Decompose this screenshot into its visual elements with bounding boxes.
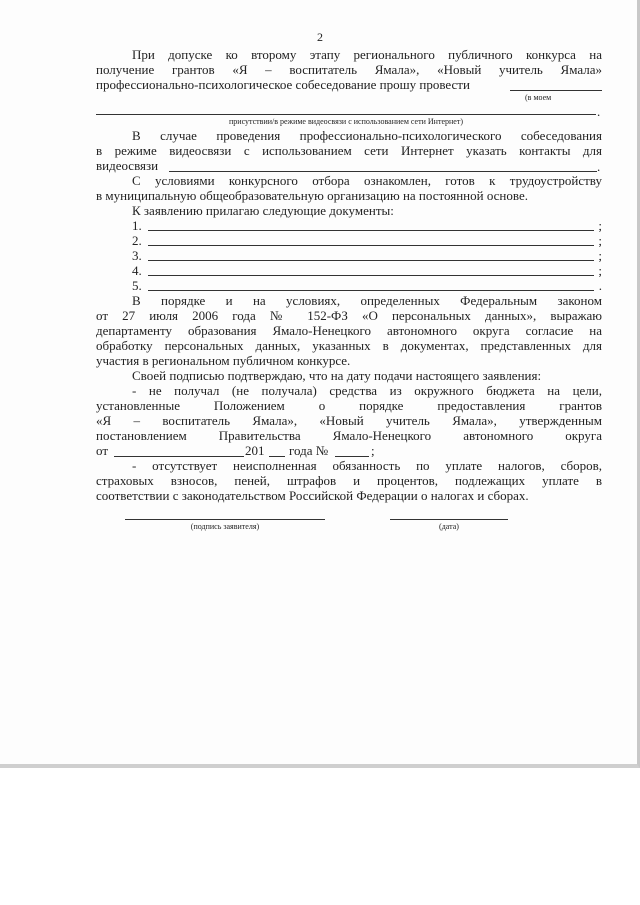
p6-b2-line2: страховых взносов, пеней, штрафов и процентов, подлежащих уплате в (96, 473, 602, 488)
p6-number-blank (335, 456, 369, 457)
p1-line3: профессионально-психологическое собеседование прошу провести (96, 77, 470, 92)
p2-line2: в режиме видеосвязи с использованием сети Интернет указать контакты для (96, 143, 602, 158)
list-item-number: 1. (132, 218, 142, 233)
p6-b1-line1: - не получал (не получала) средства из окружного бюджета на цели, (132, 383, 602, 398)
p6-b2-line3: соответствии с законодательством Российской Федерации о налогах и сборах. (96, 488, 529, 503)
p2-end: . (597, 159, 601, 174)
p6-date-blank (114, 456, 244, 457)
p5-line4: обработку персональных данных, указанных в документах, представленных для (96, 338, 602, 353)
p6-b1-line5-b: 201 (245, 443, 265, 458)
p6-b1-line4: постановлением Правительства Ямало-Ненецкого автономного округа (96, 428, 602, 443)
p4-intro: К заявлению прилагаю следующие документы: (132, 203, 394, 218)
list-item-end: ; (598, 218, 602, 233)
p2-blank (169, 171, 597, 172)
list-item-blank (148, 290, 594, 291)
p6-year-blank (269, 456, 285, 457)
list-item-number: 5. (132, 278, 142, 293)
p1-note-right: (в моем (525, 93, 552, 102)
list-item-end: ; (598, 263, 602, 278)
list-item-blank (148, 245, 594, 246)
list-item-blank (148, 230, 594, 231)
p1-end: . (597, 104, 601, 119)
page-number: 2 (317, 30, 323, 44)
list-item-number: 2. (132, 233, 142, 248)
p1-line2: получение грантов «Я – воспитатель Ямала», «Новый учитель Ямала» (96, 62, 602, 77)
list-item-number: 4. (132, 263, 142, 278)
date-line (390, 519, 508, 520)
p3-line1: С условиями конкурсного отбора ознакомлен, готов к трудоустройству (132, 173, 602, 188)
p2-line3: видеосвязи (96, 158, 159, 173)
list-item-blank (148, 275, 594, 276)
list-item-end: ; (598, 248, 602, 263)
p1-note-bottom: присутствии/в режиме видеосвязи с использованием сети Интернет) (229, 117, 463, 126)
p5-line2: от 27 июля 2006 года № 152-ФЗ «О персональных данных», выражаю (96, 308, 602, 323)
p2-line1: В случае проведения профессионально-психологического собеседования (132, 128, 602, 143)
p5-line3: департаменту образования Ямало-Ненецкого автономного округа согласие на (96, 323, 602, 338)
p5-line5: участия в региональном публичном конкурсе. (96, 353, 351, 368)
p6-b2-line1: - отсутствует неисполненная обязанность по уплате налогов, сборов, (132, 458, 602, 473)
p6-b1-line3: «Я – воспитатель Ямала», «Новый учитель Ямала», утвержденным (96, 413, 602, 428)
list-item-end: ; (598, 233, 602, 248)
p6-intro: Своей подписью подтверждаю, что на дату подачи настоящего заявления: (132, 368, 542, 383)
list-item-blank (148, 260, 594, 261)
list-item-end: . (598, 278, 602, 293)
p1-line1: При допуске ко второму этапу регионального публичного конкурса на (132, 47, 602, 62)
p6-b1-line5-c: года № (289, 443, 329, 458)
signature-label: (подпись заявителя) (190, 522, 260, 531)
p1-blank-short (510, 90, 602, 91)
p6-b1-line5-d: ; (371, 443, 375, 458)
p3-line2: в муниципальную общеобразовательную организацию на постоянной основе. (96, 188, 528, 203)
p6-b1-line5-a: от (96, 443, 109, 458)
date-label: (дата) (439, 522, 459, 531)
p1-blank-long (96, 114, 596, 115)
list-item-number: 3. (132, 248, 142, 263)
p6-b1-line2: установленные Положением о порядке предоставления грантов (96, 398, 602, 413)
signature-line (125, 519, 325, 520)
p5-line1: В порядке и на условиях, определенных Федеральным законом (132, 293, 602, 308)
